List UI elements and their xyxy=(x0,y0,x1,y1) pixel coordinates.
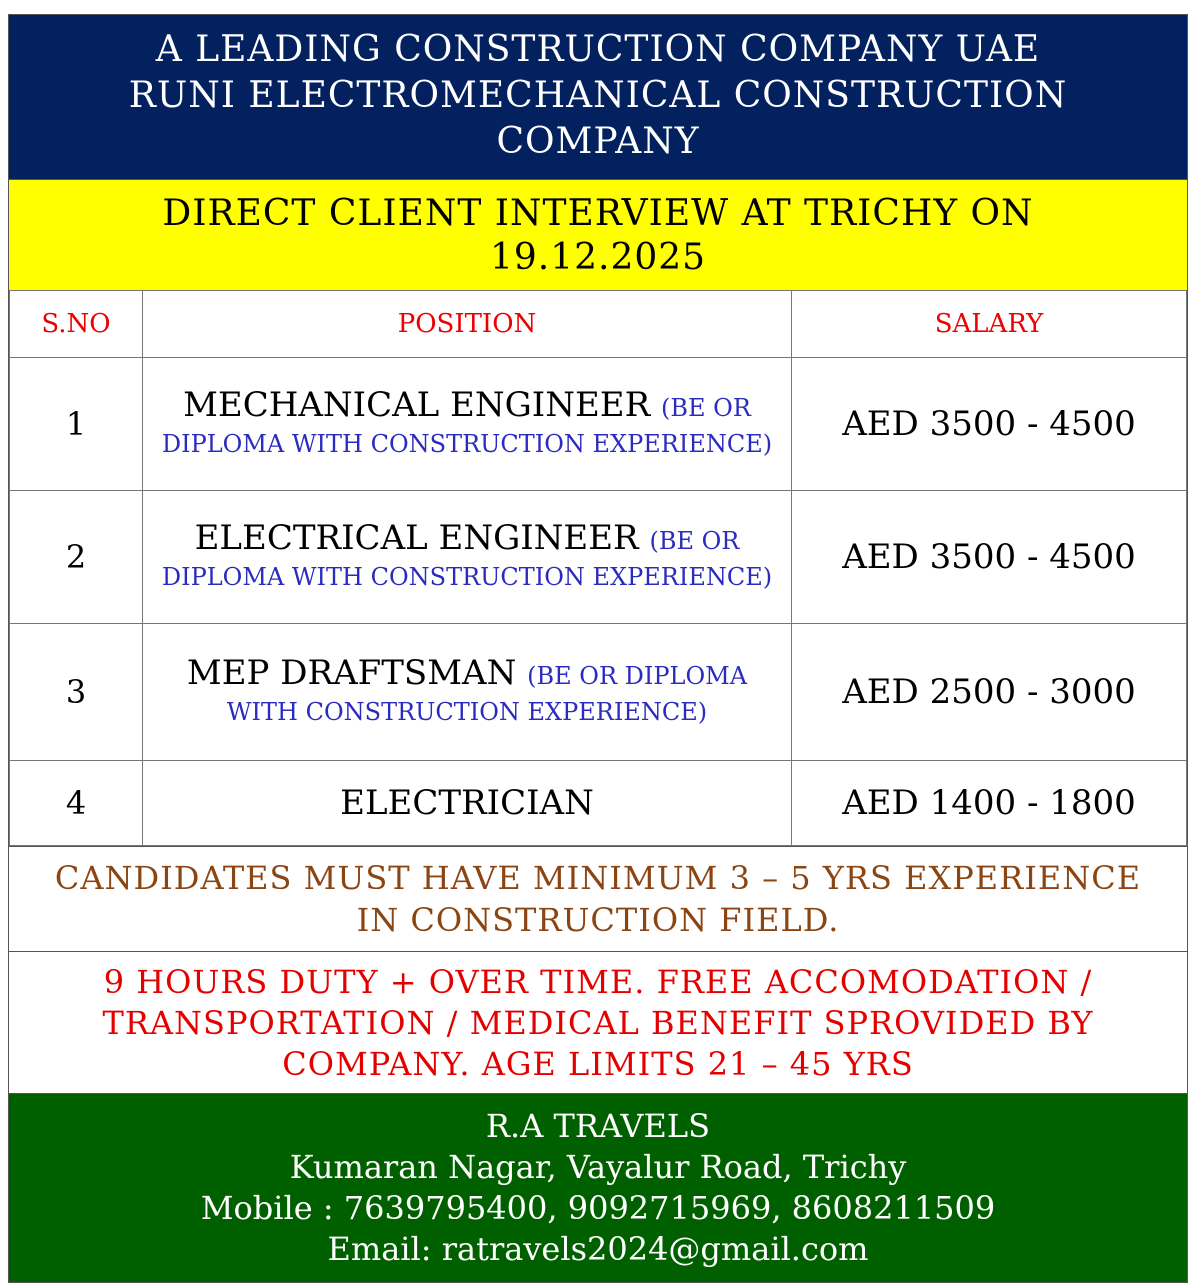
row-sno: 2 xyxy=(10,491,143,624)
company-banner xyxy=(9,15,1187,179)
header-salary: SALARY xyxy=(792,291,1187,358)
row-position xyxy=(143,761,792,846)
table-row xyxy=(10,358,1187,491)
benefits-note: 9 HOURS DUTY + OVER TIME. FREE ACCOMODATION / TRANSPORTATION / MEDICAL BENEFIT SPROVIDED BY COMPANY. AGE LIMITS 21 – 45 YRS xyxy=(9,951,1187,1093)
position-qualification: (BE OR DIPLOMA WITH CONSTRUCTION EXPERIENCE) xyxy=(161,394,773,458)
table-row xyxy=(10,761,1187,846)
company-line-3: COMPANY xyxy=(496,121,700,162)
table-row xyxy=(10,491,1187,624)
interview-date: 19.12.2025 xyxy=(489,237,707,278)
position-qualification: (BE OR DIPLOMA WITH CONSTRUCTION EXPERIENCE) xyxy=(161,527,773,591)
header-sno: S.NO xyxy=(10,291,143,358)
row-sno: 3 xyxy=(10,624,143,761)
agency-footer xyxy=(9,1093,1187,1282)
row-sno: 1 xyxy=(10,358,143,491)
row-salary: AED 2500 - 3000 xyxy=(792,624,1187,761)
positions-table xyxy=(9,290,1187,846)
interview-banner xyxy=(9,179,1187,290)
agency-email: Email: ratravels2024@gmail.com xyxy=(327,1230,869,1268)
position-title: ELECTRICIAN xyxy=(340,783,594,823)
row-salary: AED 3500 - 4500 xyxy=(792,491,1187,624)
row-salary: AED 1400 - 1800 xyxy=(792,761,1187,846)
row-salary: AED 3500 - 4500 xyxy=(792,358,1187,491)
table-header-row xyxy=(10,291,1187,358)
agency-address: Kumaran Nagar, Vayalur Road, Trichy xyxy=(289,1148,907,1186)
row-sno: 4 xyxy=(10,761,143,846)
company-line-2: RUNI ELECTROMECHANICAL CONSTRUCTION xyxy=(128,75,1068,116)
interview-text: DIRECT CLIENT INTERVIEW AT TRICHY ON xyxy=(162,193,1034,234)
row-position xyxy=(143,491,792,624)
job-advert xyxy=(8,14,1188,1283)
position-title: MECHANICAL ENGINEER xyxy=(183,385,651,425)
row-position xyxy=(143,624,792,761)
experience-note: CANDIDATES MUST HAVE MINIMUM 3 – 5 YRS EXPERIENCE IN CONSTRUCTION FIELD. xyxy=(9,846,1187,951)
position-qualification: (BE OR DIPLOMA WITH CONSTRUCTION EXPERIENCE) xyxy=(226,662,748,726)
row-position xyxy=(143,358,792,491)
agency-mobile: Mobile : 7639795400, 9092715969, 8608211509 xyxy=(200,1189,996,1227)
header-position: POSITION xyxy=(143,291,792,358)
table-row xyxy=(10,624,1187,761)
position-title: ELECTRICAL ENGINEER xyxy=(194,518,639,558)
company-line-1: A LEADING CONSTRUCTION COMPANY UAE xyxy=(155,29,1041,70)
agency-name: R.A TRAVELS xyxy=(485,1107,711,1145)
position-title: MEP DRAFTSMAN xyxy=(186,653,517,693)
